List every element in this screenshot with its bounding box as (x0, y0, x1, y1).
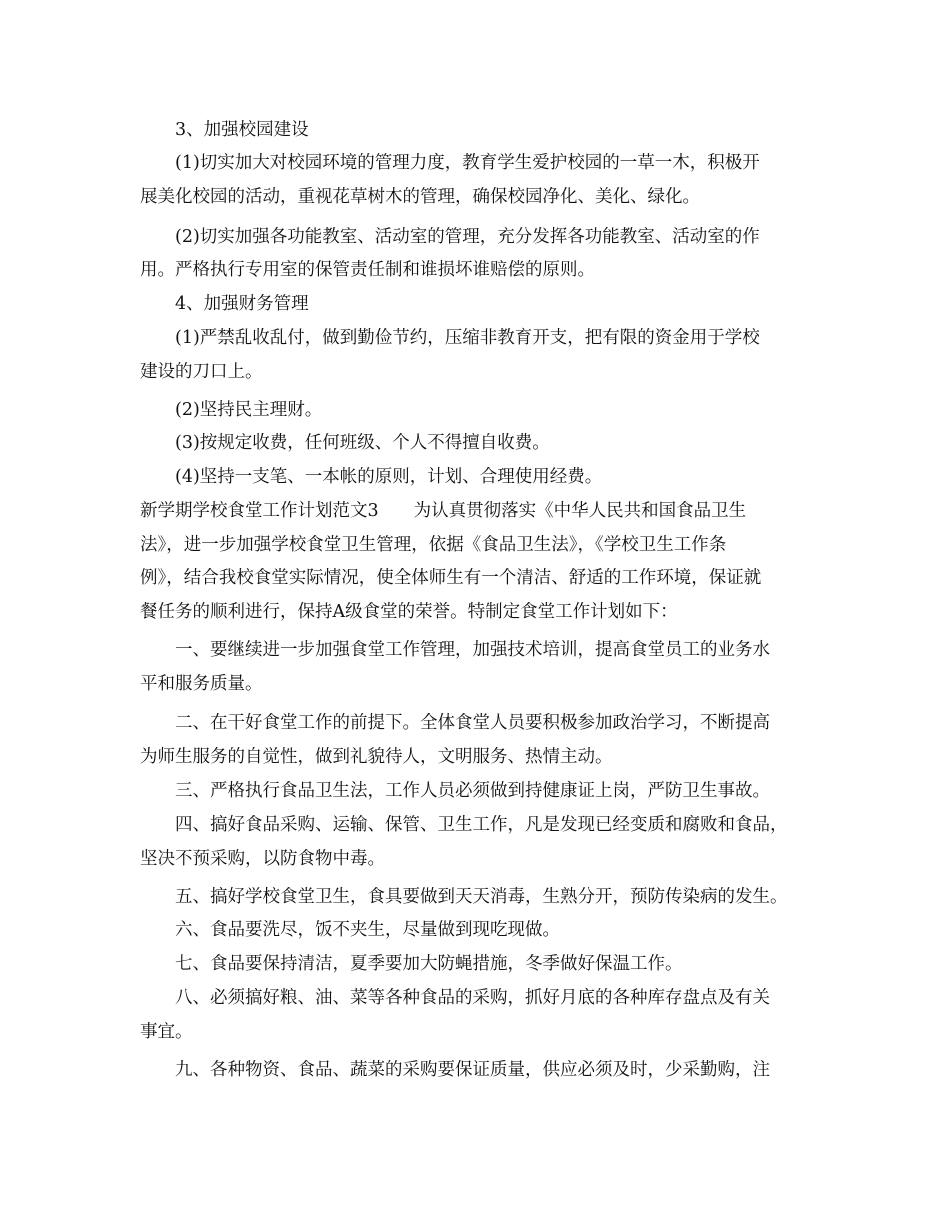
paragraph-line: 平和服务质量。 (140, 674, 263, 694)
paragraph-line: 二、在干好食堂工作的前提下。全体食堂人员要积极参加政治学习，不断提高 (175, 713, 770, 733)
paragraph-line: 例》，结合我校食堂实际情况，使全体师生有一个清洁、舒适的工作环境，保证就 (140, 568, 762, 588)
paragraph-line: 七、食品要保持清洁，夏季要加大防蝇措施，冬季做好保温工作。 (175, 954, 683, 974)
paragraph-line: (3)按规定收费，任何班级、个人不得擅自收费。 (175, 433, 550, 453)
section-heading: 4、加强财务管理 (175, 294, 309, 314)
paragraph-line: (2)切实加强各功能教室、活动室的管理，充分发挥各功能教室、活动室的作 (175, 227, 760, 247)
paragraph-line: 餐任务的顺利进行，保持A级食堂的荣誉。特制定食堂工作计划如下： (140, 602, 678, 622)
paragraph-line: 用。严格执行专用室的保管责任制和谁损坏谁赔偿的原则。 (140, 260, 595, 280)
paragraph-line: 四、搞好食品采购、运输、保管、卫生工作，凡是发现已经变质和腐败和食品， (175, 815, 788, 835)
paragraph-line: 法》，进一步加强学校食堂卫生管理，依据《食品卫生法》，《学校卫生工作条 (140, 535, 727, 555)
paragraph-line: 事宜。 (140, 1022, 193, 1042)
paragraph-line: (4)坚持一支笔、一本帐的原则，计划、合理使用经费。 (175, 467, 603, 487)
section-title-line: 新学期学校食堂工作计划范文3 为认真贯彻落实《中华人民共和国食品卫生 (140, 501, 747, 521)
paragraph-line: 建设的刀口上。 (140, 362, 263, 382)
paragraph-line: 六、食品要洗尽，饭不夹生，尽量做到现吃现做。 (175, 920, 560, 940)
paragraph-line: 展美化校园的活动，重视花草树木的管理，确保校园净化、美化、绿化。 (140, 187, 700, 207)
paragraph-line: 九、各种物资、食品、蔬菜的采购要保证质量，供应必须及时，少采勤购，注 (175, 1060, 770, 1080)
paragraph-line: 五、搞好学校食堂卫生，食具要做到天天消毒，生熟分开，预防传染病的发生。 (175, 887, 788, 907)
paragraph-line: (1)切实加大对校园环境的管理力度，教育学生爱护校园的一草一木，积极开 (175, 153, 760, 173)
paragraph-line: 一、要继续进一步加强食堂工作管理，加强技术培训，提高食堂员工的业务水 (175, 640, 770, 660)
section-heading: 3、加强校园建设 (175, 120, 309, 140)
paragraph-line: 为师生服务的自觉性，做到礼貌待人，文明服务、热情主动。 (140, 747, 613, 767)
paragraph-line: 八、必须搞好粮、油、菜等各种食品的采购，抓好月底的各种库存盘点及有关 (175, 988, 770, 1008)
paragraph-line: 坚决不预采购，以防食物中毒。 (140, 849, 385, 869)
paragraph-line: (2)坚持民主理财。 (175, 400, 323, 420)
paragraph-line: 三、严格执行食品卫生法，工作人员必须做到持健康证上岗，严防卫生事故。 (175, 781, 770, 801)
paragraph-line: (1)严禁乱收乱付，做到勤俭节约，压缩非教育开支，把有限的资金用于学校 (175, 328, 760, 348)
